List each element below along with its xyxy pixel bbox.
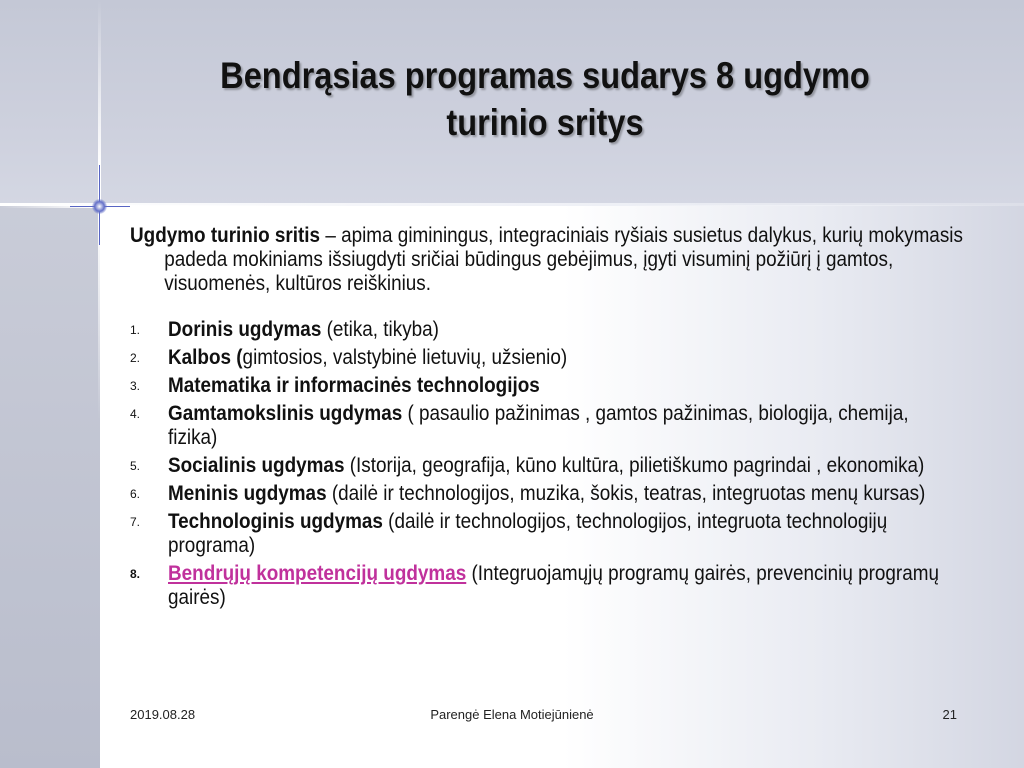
slide-body xyxy=(130,224,963,614)
area-name-link[interactable]: Bendrųjų kompetencijų ugdymas xyxy=(168,562,467,585)
area-name: Kalbos ( xyxy=(168,346,243,369)
list-item-number: 1. xyxy=(130,323,141,337)
sparkle-horizontal-ray xyxy=(0,205,360,208)
footer-author: Parengė Elena Motiejūnienė xyxy=(430,707,594,722)
list-item-number: 4. xyxy=(130,407,141,421)
area-details: (dailė ir technologijos, muzika, šokis, teatras, integruotas menų kursas) xyxy=(326,482,926,505)
intro-paragraph xyxy=(130,224,992,296)
left-decor-band xyxy=(0,205,100,768)
sparkle-star-icon xyxy=(92,199,107,214)
curriculum-areas-list xyxy=(130,318,960,610)
area-name: Dorinis ugdymas xyxy=(168,318,322,341)
area-details: gimtosios, valstybinė lietuvių, užsienio) xyxy=(242,346,568,369)
list-item xyxy=(130,454,960,478)
list-item-number: 7. xyxy=(130,515,141,529)
list-item xyxy=(130,510,960,558)
area-name: Gamtamokslinis ugdymas xyxy=(168,402,403,425)
area-name: Meninis ugdymas xyxy=(168,482,327,505)
intro-definition: – apima giminingus, integraciniais ryšiais susietus dalykus, kurių mokymasis padeda mokiniams išsiugdyti sričiai būdingus gebėjimus, įgyti visuminį požiūrį į gamtos, visuomenės, kultūros reiškinius. xyxy=(164,224,963,295)
footer-page-number: 21 xyxy=(942,707,957,722)
intro-term: Ugdymo turinio sritis xyxy=(130,224,321,247)
area-details: (Istorija, geografija, kūno kultūra, pilietiškumo pagrindai , ekonomika) xyxy=(344,454,925,477)
area-details: (dailė ir technologijos, technologijos, integruota technologijų programa) xyxy=(168,510,888,557)
area-name: Matematika ir informacinės technologijos xyxy=(168,374,540,397)
slide-title: Bendrąsias programas sudarys 8 ugdymo turinio sritys xyxy=(220,55,870,143)
list-item-number: 3. xyxy=(130,379,141,393)
footer-date: 2019.08.28 xyxy=(130,707,196,722)
list-item-number: 6. xyxy=(130,487,141,501)
list-item xyxy=(130,482,960,506)
area-name: Technologinis ugdymas xyxy=(168,510,383,533)
list-item-highlighted xyxy=(130,562,960,610)
list-item xyxy=(130,374,960,398)
area-details: ( pasaulio pažinimas , gamtos pažinimas, biologija, chemija, fizika) xyxy=(168,402,909,449)
area-details: (etika, tikyba) xyxy=(321,318,439,341)
list-item-number: 5. xyxy=(130,459,141,473)
list-item-number: 2. xyxy=(130,351,141,365)
area-name: Socialinis ugdymas xyxy=(168,454,345,477)
list-item-number: 8. xyxy=(130,567,141,581)
area-details: (Integruojamųjų programų gairės, prevencinių programų gairės) xyxy=(168,562,940,609)
list-item xyxy=(130,318,960,342)
list-item xyxy=(130,346,960,370)
list-item xyxy=(130,402,960,450)
